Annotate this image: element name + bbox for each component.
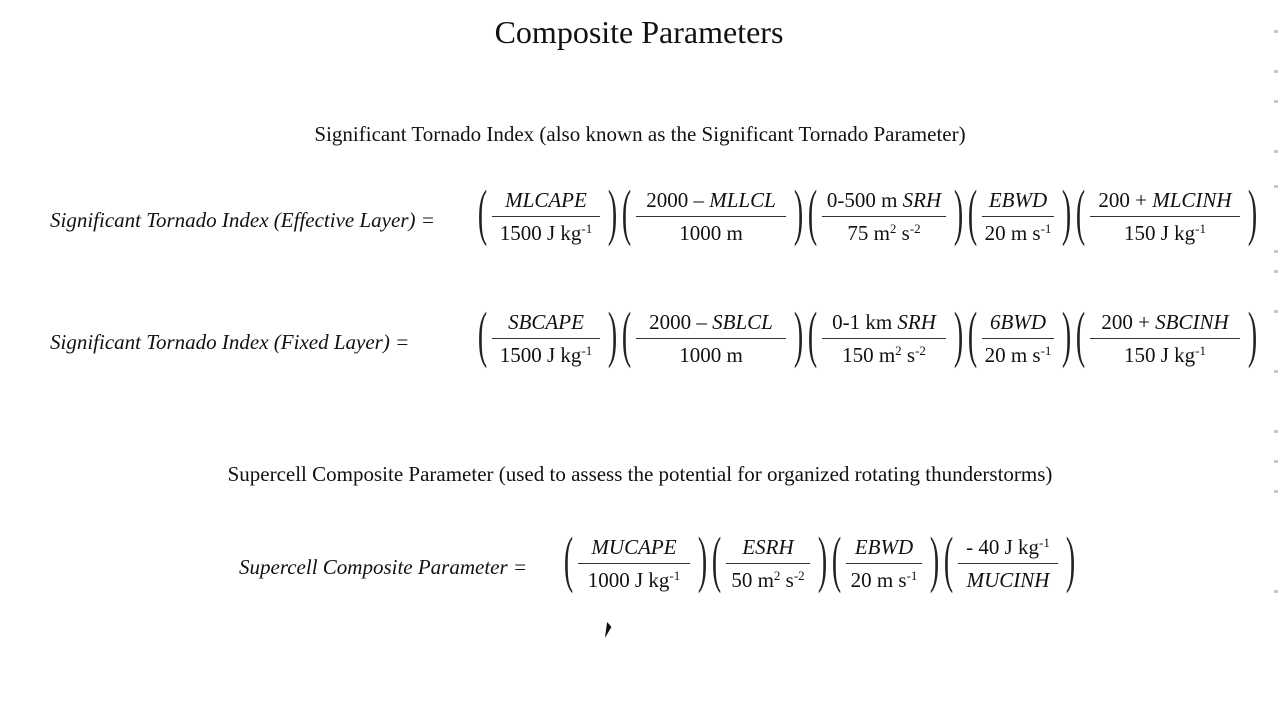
denominator: 1000 J $kg^{-1}$	[587, 568, 681, 592]
denominator: 75 $m^2$ $s^{-2}$	[847, 221, 921, 245]
equation-label-stp-fixed: Significant Tornado Index (Fixed Layer) =	[50, 330, 410, 354]
equation-stp-effective	[474, 178, 1258, 247]
denominator: 150 J $kg^{-1}$	[1123, 343, 1207, 367]
denominator: 1000 m	[679, 343, 743, 367]
mouse-cursor-icon	[605, 622, 612, 638]
numerator: 0-500 m SRH	[826, 188, 942, 212]
section-heading-stp: Significant Tornado Index (also known as the Significant Tornado Parameter)	[314, 122, 966, 146]
denominator: 150 $m^2$ $s^{-2}$	[842, 343, 926, 367]
right-edge-artifacts	[1272, 0, 1280, 720]
equation-label-stp-effective: Significant Tornado Index (Effective Layer) =	[50, 208, 435, 232]
denominator: 20 m $s^{-1}$	[850, 568, 918, 592]
numerator: SBCAPE	[508, 310, 584, 334]
numerator: EBWD	[988, 188, 1048, 212]
denominator: 1000 m	[679, 221, 743, 245]
factor-srh: ( $\frac{\text{0-500 m SRH}}{75 m^2 s^{-2}}$ )	[807, 178, 964, 247]
factor-cape: ( $\frac{\text{MLCAPE}}{1500 J kg^{-1}}$ )	[477, 178, 618, 247]
page-title: Composite Parameters	[494, 14, 784, 50]
numerator: MLCAPE	[505, 188, 587, 212]
denominator: MUCINH	[966, 568, 1050, 592]
numerator: 6BWD	[990, 310, 1046, 334]
factor-cape: ( $\frac{\text{SBCAPE}}{1500 J kg^{-1}}$ )	[477, 300, 618, 369]
numerator: 2000 – MLLCL	[646, 188, 776, 212]
denominator: 150 J $kg^{-1}$	[1123, 221, 1207, 245]
numerator: 200 + MLCINH	[1098, 188, 1232, 212]
denominator: 20 m $s^{-1}$	[984, 343, 1052, 367]
left-paren: (	[477, 178, 488, 247]
denominator: 1500 J $kg^{-1}$	[499, 343, 593, 367]
factor-cinh: ( $\frac{\text{200 + SBCINH}}{150 J kg^{-1}}$ )	[1075, 300, 1258, 369]
numerator: ESRH	[742, 535, 794, 559]
factor-lcl: ( $\frac{\text{2000 – MLLCL}}{1000 m}$ )	[621, 178, 804, 247]
equation-scp	[560, 525, 1076, 594]
factor-lcl: ( $\frac{\text{2000 – SBLCL}}{1000 m}$ )	[621, 300, 804, 369]
factor-cinh: ( $\frac{\text{200 + MLCINH}}{150 J kg^{-1}}$ )	[1075, 178, 1258, 247]
numerator: MUCAPE	[591, 535, 677, 559]
denominator: 20 m $s^{-1}$	[984, 221, 1052, 245]
factor-srh: ( $\frac{\text{0-1 km SRH}}{150 m^2 s^{-2}}$ )	[807, 300, 964, 369]
numerator: 0-1 km SRH	[832, 310, 936, 334]
denominator: 50 $m^2$ $s^{-2}$	[731, 568, 805, 592]
equation-stp-fixed	[474, 300, 1258, 369]
fraction-bar	[492, 216, 600, 217]
numerator: - 40 J $kg^{-1}$	[966, 535, 1050, 559]
factor-bwd: ( $\frac{\text{EBWD}}{20 m s^{-1}}$ )	[831, 525, 940, 594]
factor-cinh: ( $\frac{- 40 J kg^{-1}}{\text{MUCINH}}$ )	[943, 525, 1076, 594]
factor-bwd: ( $\frac{\text{6BWD}}{20 m s^{-1}}$ )	[967, 300, 1072, 369]
section-heading-scp: Supercell Composite Parameter (used to assess the potential for organized rotating thunderstorms)	[227, 462, 1053, 486]
factor-bwd: ( $\frac{\text{EBWD}}{20 m s^{-1}}$ )	[967, 178, 1072, 247]
numerator: 200 + SBCINH	[1101, 310, 1229, 334]
numerator: EBWD	[854, 535, 914, 559]
denominator: 1500 J $kg^{-1}$	[499, 221, 593, 245]
numerator: 2000 – SBLCL	[649, 310, 773, 334]
factor-esrh: ( $\frac{\text{ESRH}}{50 m^2 s^{-2}}$ )	[711, 525, 828, 594]
factor-cape: ( $\frac{\text{MUCAPE}}{1000 J kg^{-1}}$ )	[563, 525, 708, 594]
equation-label-scp: Supercell Composite Parameter =	[239, 555, 528, 579]
